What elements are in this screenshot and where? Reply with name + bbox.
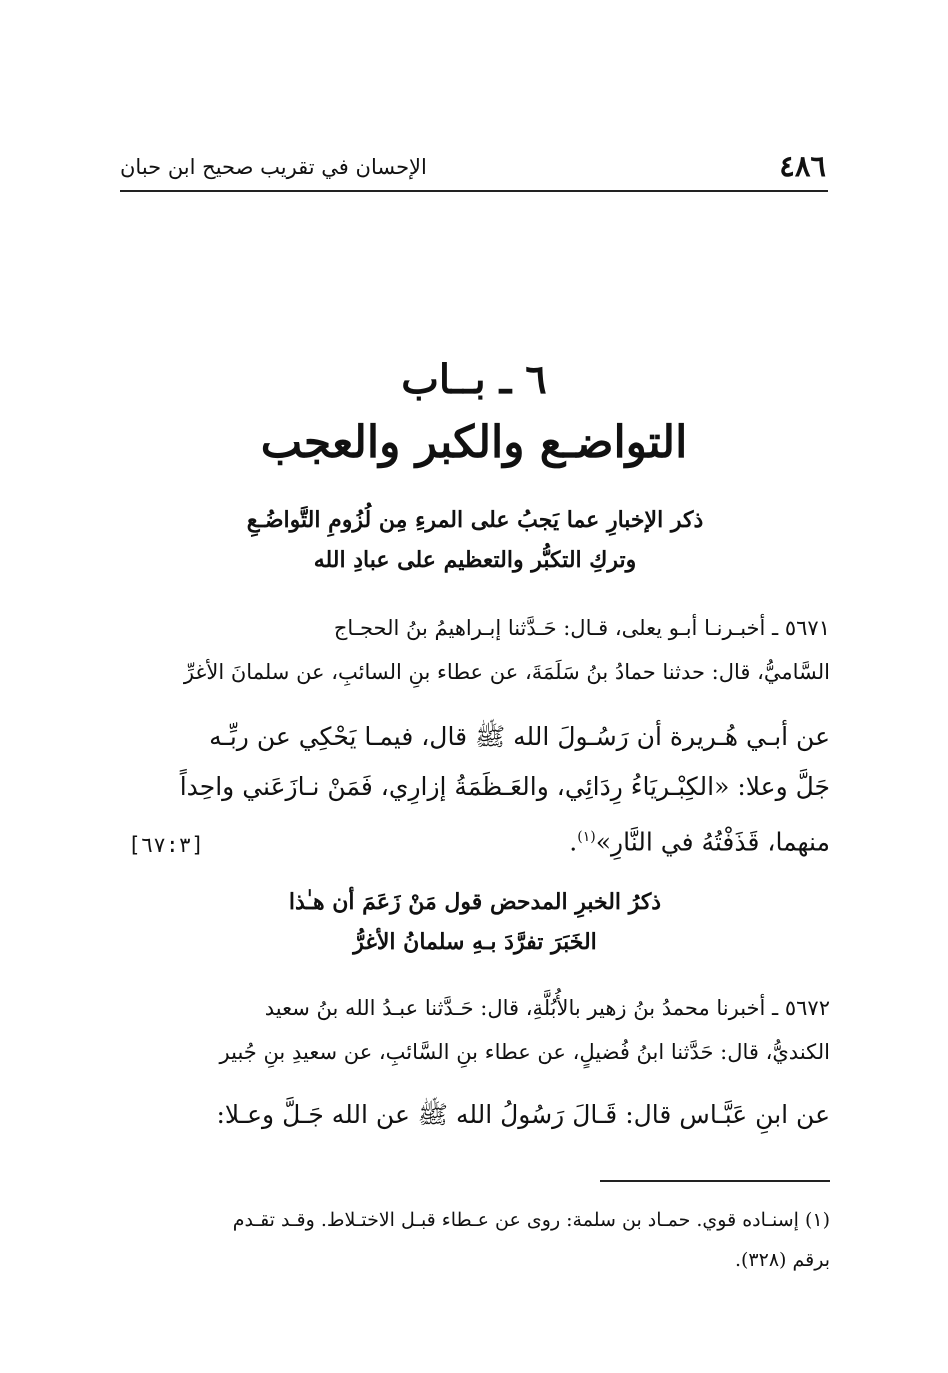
hadith-reference: [٦٧:٣] <box>128 833 204 857</box>
heading-line: ذكر الإخبارِ عما يَجبُ على المرءِ مِن لُزُومِ التَّواضُـعِ <box>246 507 704 533</box>
chain-line: الكنديُّ، قال: حَدَّثنا ابنُ فُضيلٍ، عن عطاء بنِ السَّائبِ، عن سعيدِ بنِ جُبير <box>219 1040 830 1064</box>
footnote <box>118 1200 830 1280</box>
chain-line: ٥٦٧٢ ـ أخبرنا محمدُ بنُ زهير بالأُبُلَّةِ، قال: حَـدَّثنا عبـدُ الله بنُ سعيد <box>264 996 830 1020</box>
footnote-marker: (١) <box>577 829 596 845</box>
footnote-line: برقم (٣٢٨). <box>734 1249 830 1271</box>
footnote-divider <box>600 1180 830 1182</box>
chain-line: السَّاميُّ، قال: حدثنا حمادُ بنُ سَلَمَةَ، عن عطاء بنِ السائبِ، عن سلمانَ الأغرِّ <box>183 660 830 684</box>
matn-line <box>118 812 830 867</box>
chapter-title: التواضـع والكبر والعجب <box>260 417 688 468</box>
chain-line: ٥٦٧١ ـ أخبـرنـا أبـو يعلى، قـال: حَـدَّثنا إبـراهيمُ بنُ الحجـاج <box>333 616 830 640</box>
heading-line: وتركِ التكبُّر والتعظيم على عبادِ الله <box>313 547 637 573</box>
hadith-text <box>118 712 830 872</box>
chapter-number: ٦ ـ بــاب <box>401 356 547 403</box>
matn-line: عن أبـي هُـريرة أن رَسُـولَ الله ﷺ قال، فيمـا يَحْكِي عن ربِّـه <box>209 722 830 751</box>
hadith-chain <box>118 986 830 1074</box>
matn-line: جَلَّ وعلا: «الكِبْـريَاءُ رِدَائِي، والعَـظَمَةُ إزارِي، فَمَنْ نـازَعَني واحِداً <box>179 772 830 801</box>
matn-end: . <box>569 827 578 857</box>
running-header <box>120 148 828 188</box>
hadith-chain <box>118 606 830 694</box>
header-divider <box>120 190 828 192</box>
book-title: الإحسان في تقريب صحيح ابن حبان <box>120 155 427 179</box>
section-heading <box>180 500 770 580</box>
page-number: ٤٨٦ <box>779 149 826 183</box>
heading-line: الخَبَرَ تفرَّدَ بـهِ سلمانُ الأغرُّ <box>353 929 597 955</box>
section-heading <box>180 882 770 962</box>
matn-line-text: منهما، قَذَفْتُهُ في النَّارِ» <box>595 827 830 857</box>
matn-line: عن ابنِ عَبَّـاس قال: قَـالَ رَسُولُ الله ﷺ عن الله جَـلَّ وعـلا: <box>216 1100 830 1129</box>
footnote-line: (١) إسنـاده قوي. حمـاد بن سلمة: روى عن عـطاء قبـل الاختـلاط. وقـد تقـدم <box>232 1209 830 1231</box>
hadith-text <box>118 1090 830 1140</box>
heading-line: ذكرُ الخبرِ المدحض قول مَنْ زَعَمَ أن هـٰذا <box>288 889 662 915</box>
